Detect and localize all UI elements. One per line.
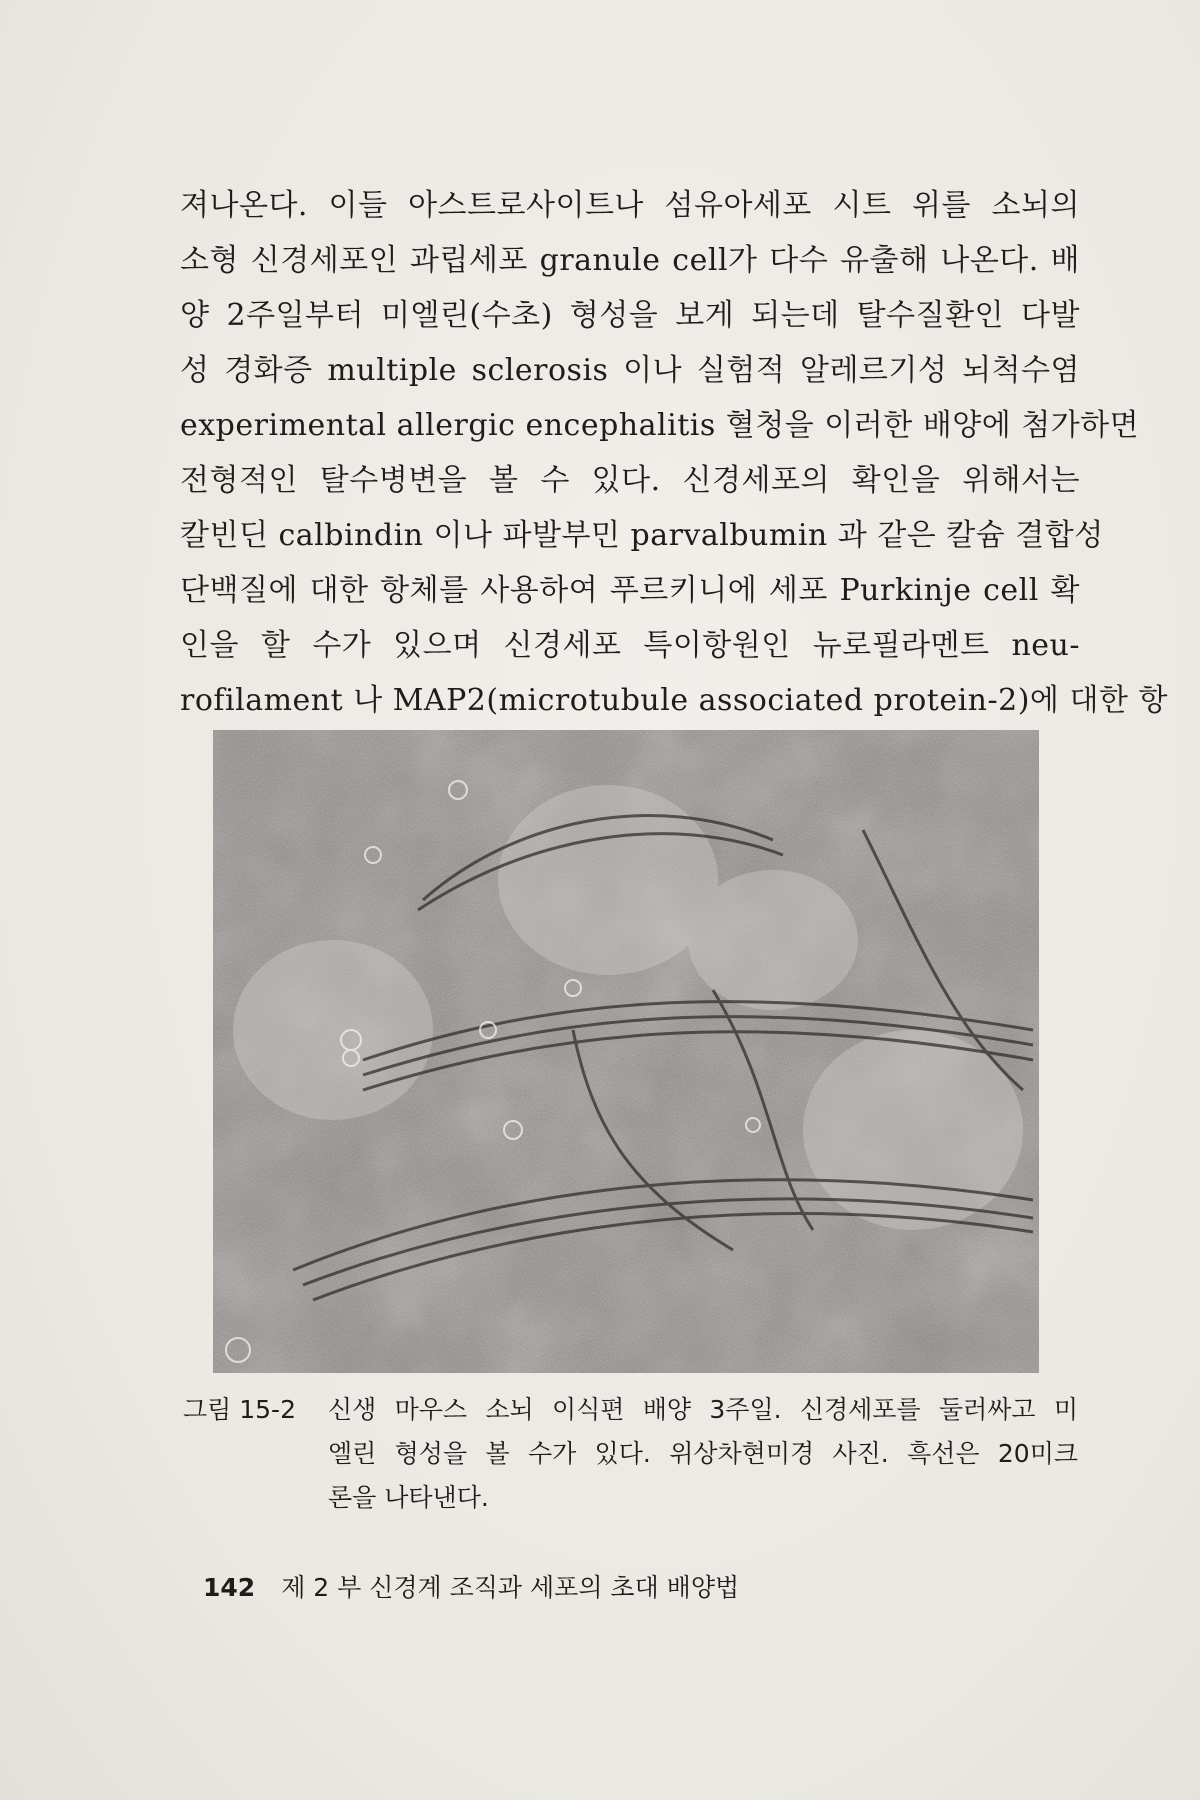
body-line: 져나온다. 이들 아스트로사이트나 섬유아세포 시트 위를 소뇌의 bbox=[180, 188, 1080, 223]
body-line: rofilament 나 MAP2(microtubule associated protein-2)에 대한 항 bbox=[180, 683, 1168, 718]
running-header-section: 제 2 부 신경계 조직과 세포의 초대 배양법 bbox=[281, 1573, 740, 1602]
caption-text bbox=[328, 1388, 1078, 1520]
caption-line: 신생 마우스 소뇌 이식편 배양 3주일. 신경세포를 둘러싸고 미 bbox=[328, 1395, 1078, 1424]
figure-label: 그림 15-2 bbox=[183, 1395, 296, 1424]
page-footer bbox=[203, 1568, 739, 1604]
body-line: 인을 할 수가 있으며 신경세포 특이항원인 뉴로필라멘트 neu- bbox=[180, 628, 1080, 663]
page-number: 142 bbox=[203, 1573, 256, 1602]
body-line: experimental allergic encephalitis 혈청을 이러한 배양에 첨가하면 bbox=[180, 408, 1140, 443]
body-line: 양 2주일부터 미엘린(수초) 형성을 보게 되는데 탈수질환인 다발 bbox=[180, 298, 1080, 333]
body-paragraph bbox=[180, 178, 1168, 728]
body-line: 칼빈딘 calbindin 이나 파발부민 parvalbumin 과 같은 칼슘 결합성 bbox=[180, 518, 1104, 553]
body-line: 성 경화증 multiple sclerosis 이나 실험적 알레르기성 뇌척수염 bbox=[180, 353, 1080, 388]
micrograph-figure bbox=[213, 730, 1039, 1373]
caption-line: 엘린 형성을 볼 수가 있다. 위상차현미경 사진. 흑선은 20미크 bbox=[328, 1439, 1078, 1468]
body-line: 전형적인 탈수병변을 볼 수 있다. 신경세포의 확인을 위해서는 bbox=[180, 463, 1080, 498]
body-line: 소형 신경세포인 과립세포 granule cell가 다수 유출해 나온다. 배 bbox=[180, 243, 1080, 278]
micrograph-image bbox=[213, 730, 1039, 1373]
caption-line: 론을 나타낸다. bbox=[328, 1483, 489, 1512]
body-line: 단백질에 대한 항체를 사용하여 푸르키니에 세포 Purkinje cell 확 bbox=[180, 573, 1080, 608]
